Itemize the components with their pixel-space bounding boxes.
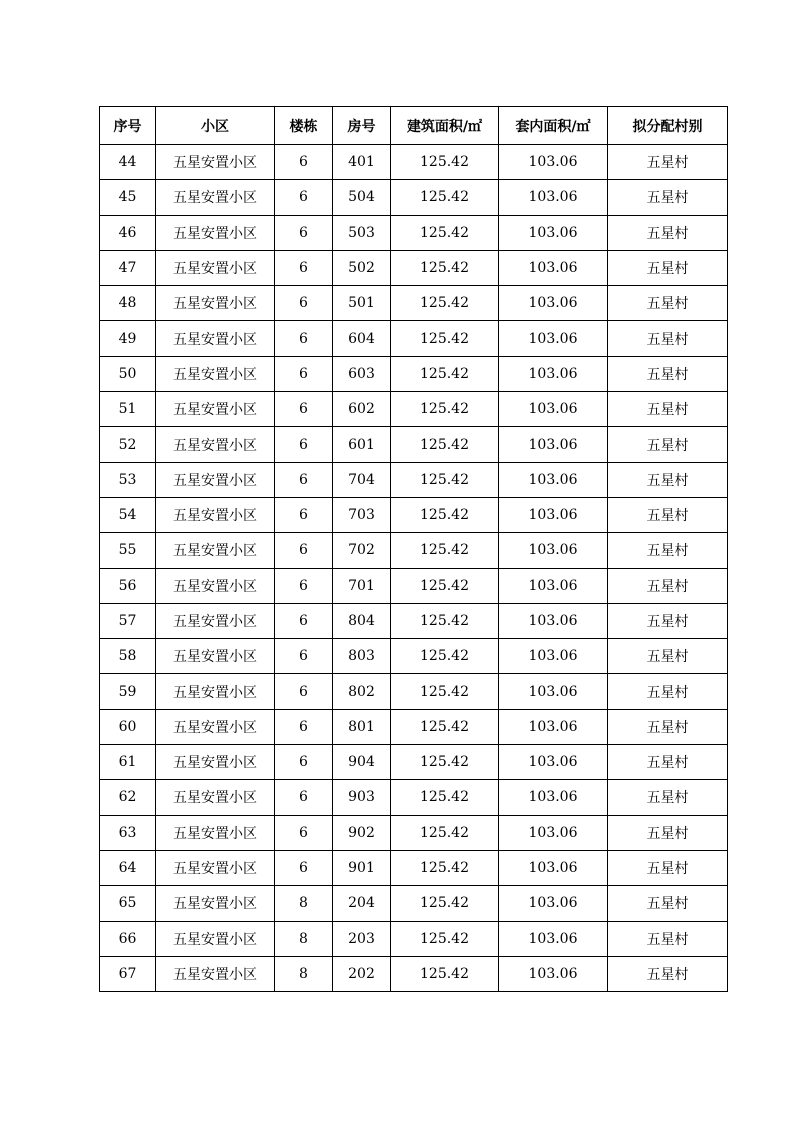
cell-interior-area: 103.06 (499, 603, 608, 638)
cell-serial-no: 59 (100, 674, 156, 709)
cell-community: 五星安置小区 (156, 286, 275, 321)
cell-serial-no: 45 (100, 180, 156, 215)
cell-building-area: 125.42 (391, 497, 499, 532)
cell-room-no: 604 (333, 321, 391, 356)
cell-serial-no: 50 (100, 356, 156, 391)
cell-assigned-village: 五星村 (608, 392, 728, 427)
cell-community: 五星安置小区 (156, 815, 275, 850)
cell-room-no: 904 (333, 745, 391, 780)
cell-assigned-village: 五星村 (608, 427, 728, 462)
cell-serial-no: 62 (100, 780, 156, 815)
table-row (100, 533, 728, 568)
cell-room-no: 701 (333, 568, 391, 603)
cell-serial-no: 63 (100, 815, 156, 850)
cell-interior-area: 103.06 (499, 886, 608, 921)
cell-interior-area: 103.06 (499, 956, 608, 991)
cell-interior-area: 103.06 (499, 250, 608, 285)
cell-building: 6 (275, 145, 333, 180)
cell-assigned-village: 五星村 (608, 568, 728, 603)
cell-assigned-village: 五星村 (608, 850, 728, 885)
cell-building-area: 125.42 (391, 850, 499, 885)
table-row (100, 215, 728, 250)
cell-serial-no: 67 (100, 956, 156, 991)
cell-building: 6 (275, 709, 333, 744)
cell-serial-no: 56 (100, 568, 156, 603)
cell-building-area: 125.42 (391, 462, 499, 497)
table-row (100, 286, 728, 321)
cell-community: 五星安置小区 (156, 674, 275, 709)
cell-community: 五星安置小区 (156, 392, 275, 427)
cell-interior-area: 103.06 (499, 356, 608, 391)
cell-assigned-village: 五星村 (608, 497, 728, 532)
cell-interior-area: 103.06 (499, 427, 608, 462)
cell-room-no: 401 (333, 145, 391, 180)
cell-interior-area: 103.06 (499, 815, 608, 850)
table-row (100, 674, 728, 709)
cell-serial-no: 55 (100, 533, 156, 568)
cell-building: 8 (275, 886, 333, 921)
header-interior-area: 套内面积/㎡ (499, 107, 608, 145)
cell-serial-no: 57 (100, 603, 156, 638)
cell-building-area: 125.42 (391, 639, 499, 674)
cell-serial-no: 53 (100, 462, 156, 497)
cell-community: 五星安置小区 (156, 356, 275, 391)
cell-assigned-village: 五星村 (608, 215, 728, 250)
cell-building-area: 125.42 (391, 321, 499, 356)
cell-interior-area: 103.06 (499, 850, 608, 885)
cell-room-no: 601 (333, 427, 391, 462)
cell-community: 五星安置小区 (156, 215, 275, 250)
cell-serial-no: 47 (100, 250, 156, 285)
cell-room-no: 803 (333, 639, 391, 674)
cell-building-area: 125.42 (391, 286, 499, 321)
cell-assigned-village: 五星村 (608, 462, 728, 497)
cell-room-no: 704 (333, 462, 391, 497)
cell-serial-no: 58 (100, 639, 156, 674)
cell-building-area: 125.42 (391, 709, 499, 744)
cell-building: 6 (275, 250, 333, 285)
cell-community: 五星安置小区 (156, 886, 275, 921)
cell-serial-no: 60 (100, 709, 156, 744)
cell-assigned-village: 五星村 (608, 533, 728, 568)
header-community: 小区 (156, 107, 275, 145)
table-row (100, 568, 728, 603)
cell-assigned-village: 五星村 (608, 709, 728, 744)
cell-assigned-village: 五星村 (608, 286, 728, 321)
cell-building-area: 125.42 (391, 392, 499, 427)
cell-interior-area: 103.06 (499, 568, 608, 603)
cell-building-area: 125.42 (391, 603, 499, 638)
allocation-table (99, 106, 728, 992)
cell-community: 五星安置小区 (156, 568, 275, 603)
cell-room-no: 702 (333, 533, 391, 568)
cell-serial-no: 51 (100, 392, 156, 427)
cell-serial-no: 64 (100, 850, 156, 885)
cell-building-area: 125.42 (391, 956, 499, 991)
cell-community: 五星安置小区 (156, 921, 275, 956)
cell-building-area: 125.42 (391, 145, 499, 180)
cell-serial-no: 44 (100, 145, 156, 180)
cell-serial-no: 65 (100, 886, 156, 921)
cell-building: 6 (275, 356, 333, 391)
cell-serial-no: 52 (100, 427, 156, 462)
cell-building-area: 125.42 (391, 780, 499, 815)
cell-assigned-village: 五星村 (608, 603, 728, 638)
cell-community: 五星安置小区 (156, 850, 275, 885)
cell-building: 6 (275, 850, 333, 885)
cell-assigned-village: 五星村 (608, 356, 728, 391)
cell-interior-area: 103.06 (499, 497, 608, 532)
cell-interior-area: 103.06 (499, 392, 608, 427)
table-row (100, 321, 728, 356)
cell-building: 6 (275, 745, 333, 780)
cell-room-no: 802 (333, 674, 391, 709)
cell-serial-no: 49 (100, 321, 156, 356)
cell-assigned-village: 五星村 (608, 250, 728, 285)
cell-assigned-village: 五星村 (608, 639, 728, 674)
table-body (100, 145, 728, 992)
table-row (100, 886, 728, 921)
cell-room-no: 902 (333, 815, 391, 850)
cell-building: 6 (275, 286, 333, 321)
table-row (100, 850, 728, 885)
cell-building: 8 (275, 921, 333, 956)
cell-room-no: 501 (333, 286, 391, 321)
cell-community: 五星安置小区 (156, 956, 275, 991)
cell-building-area: 125.42 (391, 886, 499, 921)
cell-building: 6 (275, 603, 333, 638)
header-room-no: 房号 (333, 107, 391, 145)
cell-building-area: 125.42 (391, 180, 499, 215)
cell-serial-no: 61 (100, 745, 156, 780)
cell-assigned-village: 五星村 (608, 780, 728, 815)
cell-community: 五星安置小区 (156, 709, 275, 744)
cell-room-no: 801 (333, 709, 391, 744)
cell-building-area: 125.42 (391, 356, 499, 391)
table-row (100, 639, 728, 674)
cell-assigned-village: 五星村 (608, 745, 728, 780)
cell-building: 6 (275, 568, 333, 603)
cell-interior-area: 103.06 (499, 145, 608, 180)
table-row (100, 497, 728, 532)
cell-room-no: 202 (333, 956, 391, 991)
cell-assigned-village: 五星村 (608, 815, 728, 850)
table-row (100, 392, 728, 427)
header-serial-no: 序号 (100, 107, 156, 145)
cell-room-no: 703 (333, 497, 391, 532)
cell-community: 五星安置小区 (156, 533, 275, 568)
cell-building: 6 (275, 392, 333, 427)
cell-serial-no: 66 (100, 921, 156, 956)
cell-interior-area: 103.06 (499, 639, 608, 674)
table-row (100, 709, 728, 744)
cell-community: 五星安置小区 (156, 780, 275, 815)
header-building: 楼栋 (275, 107, 333, 145)
table-header-row (100, 107, 728, 145)
cell-community: 五星安置小区 (156, 497, 275, 532)
table-row (100, 745, 728, 780)
cell-building: 6 (275, 215, 333, 250)
cell-assigned-village: 五星村 (608, 145, 728, 180)
cell-building-area: 125.42 (391, 568, 499, 603)
cell-building: 6 (275, 180, 333, 215)
cell-building: 6 (275, 427, 333, 462)
cell-community: 五星安置小区 (156, 639, 275, 674)
cell-community: 五星安置小区 (156, 250, 275, 285)
cell-room-no: 603 (333, 356, 391, 391)
cell-interior-area: 103.06 (499, 709, 608, 744)
cell-serial-no: 46 (100, 215, 156, 250)
cell-room-no: 204 (333, 886, 391, 921)
cell-room-no: 203 (333, 921, 391, 956)
cell-interior-area: 103.06 (499, 745, 608, 780)
header-building-area: 建筑面积/㎡ (391, 107, 499, 145)
cell-building: 6 (275, 815, 333, 850)
cell-community: 五星安置小区 (156, 145, 275, 180)
cell-assigned-village: 五星村 (608, 321, 728, 356)
cell-interior-area: 103.06 (499, 321, 608, 356)
cell-serial-no: 54 (100, 497, 156, 532)
cell-room-no: 504 (333, 180, 391, 215)
table-row (100, 815, 728, 850)
table-row (100, 356, 728, 391)
cell-building-area: 125.42 (391, 815, 499, 850)
cell-assigned-village: 五星村 (608, 180, 728, 215)
cell-building-area: 125.42 (391, 674, 499, 709)
cell-interior-area: 103.06 (499, 286, 608, 321)
table-row (100, 145, 728, 180)
cell-assigned-village: 五星村 (608, 886, 728, 921)
cell-interior-area: 103.06 (499, 921, 608, 956)
cell-building: 6 (275, 497, 333, 532)
table-row (100, 180, 728, 215)
cell-room-no: 903 (333, 780, 391, 815)
cell-building: 6 (275, 674, 333, 709)
cell-serial-no: 48 (100, 286, 156, 321)
table-row (100, 603, 728, 638)
cell-building-area: 125.42 (391, 427, 499, 462)
table-row (100, 462, 728, 497)
cell-building: 6 (275, 780, 333, 815)
cell-interior-area: 103.06 (499, 462, 608, 497)
cell-community: 五星安置小区 (156, 321, 275, 356)
cell-building-area: 125.42 (391, 745, 499, 780)
cell-interior-area: 103.06 (499, 180, 608, 215)
cell-building: 6 (275, 639, 333, 674)
cell-interior-area: 103.06 (499, 215, 608, 250)
cell-building: 8 (275, 956, 333, 991)
cell-building-area: 125.42 (391, 921, 499, 956)
cell-assigned-village: 五星村 (608, 921, 728, 956)
cell-assigned-village: 五星村 (608, 956, 728, 991)
cell-interior-area: 103.06 (499, 780, 608, 815)
table-row (100, 780, 728, 815)
table-row (100, 956, 728, 991)
cell-building: 6 (275, 533, 333, 568)
cell-building: 6 (275, 462, 333, 497)
cell-room-no: 602 (333, 392, 391, 427)
table-row (100, 427, 728, 462)
cell-building-area: 125.42 (391, 215, 499, 250)
cell-interior-area: 103.06 (499, 674, 608, 709)
cell-room-no: 804 (333, 603, 391, 638)
cell-interior-area: 103.06 (499, 533, 608, 568)
header-assigned-village: 拟分配村别 (608, 107, 728, 145)
cell-community: 五星安置小区 (156, 462, 275, 497)
cell-community: 五星安置小区 (156, 427, 275, 462)
cell-community: 五星安置小区 (156, 180, 275, 215)
cell-community: 五星安置小区 (156, 603, 275, 638)
cell-room-no: 502 (333, 250, 391, 285)
cell-community: 五星安置小区 (156, 745, 275, 780)
cell-room-no: 901 (333, 850, 391, 885)
cell-building-area: 125.42 (391, 533, 499, 568)
cell-building-area: 125.42 (391, 250, 499, 285)
cell-room-no: 503 (333, 215, 391, 250)
table-row (100, 250, 728, 285)
cell-assigned-village: 五星村 (608, 674, 728, 709)
cell-building: 6 (275, 321, 333, 356)
table-row (100, 921, 728, 956)
